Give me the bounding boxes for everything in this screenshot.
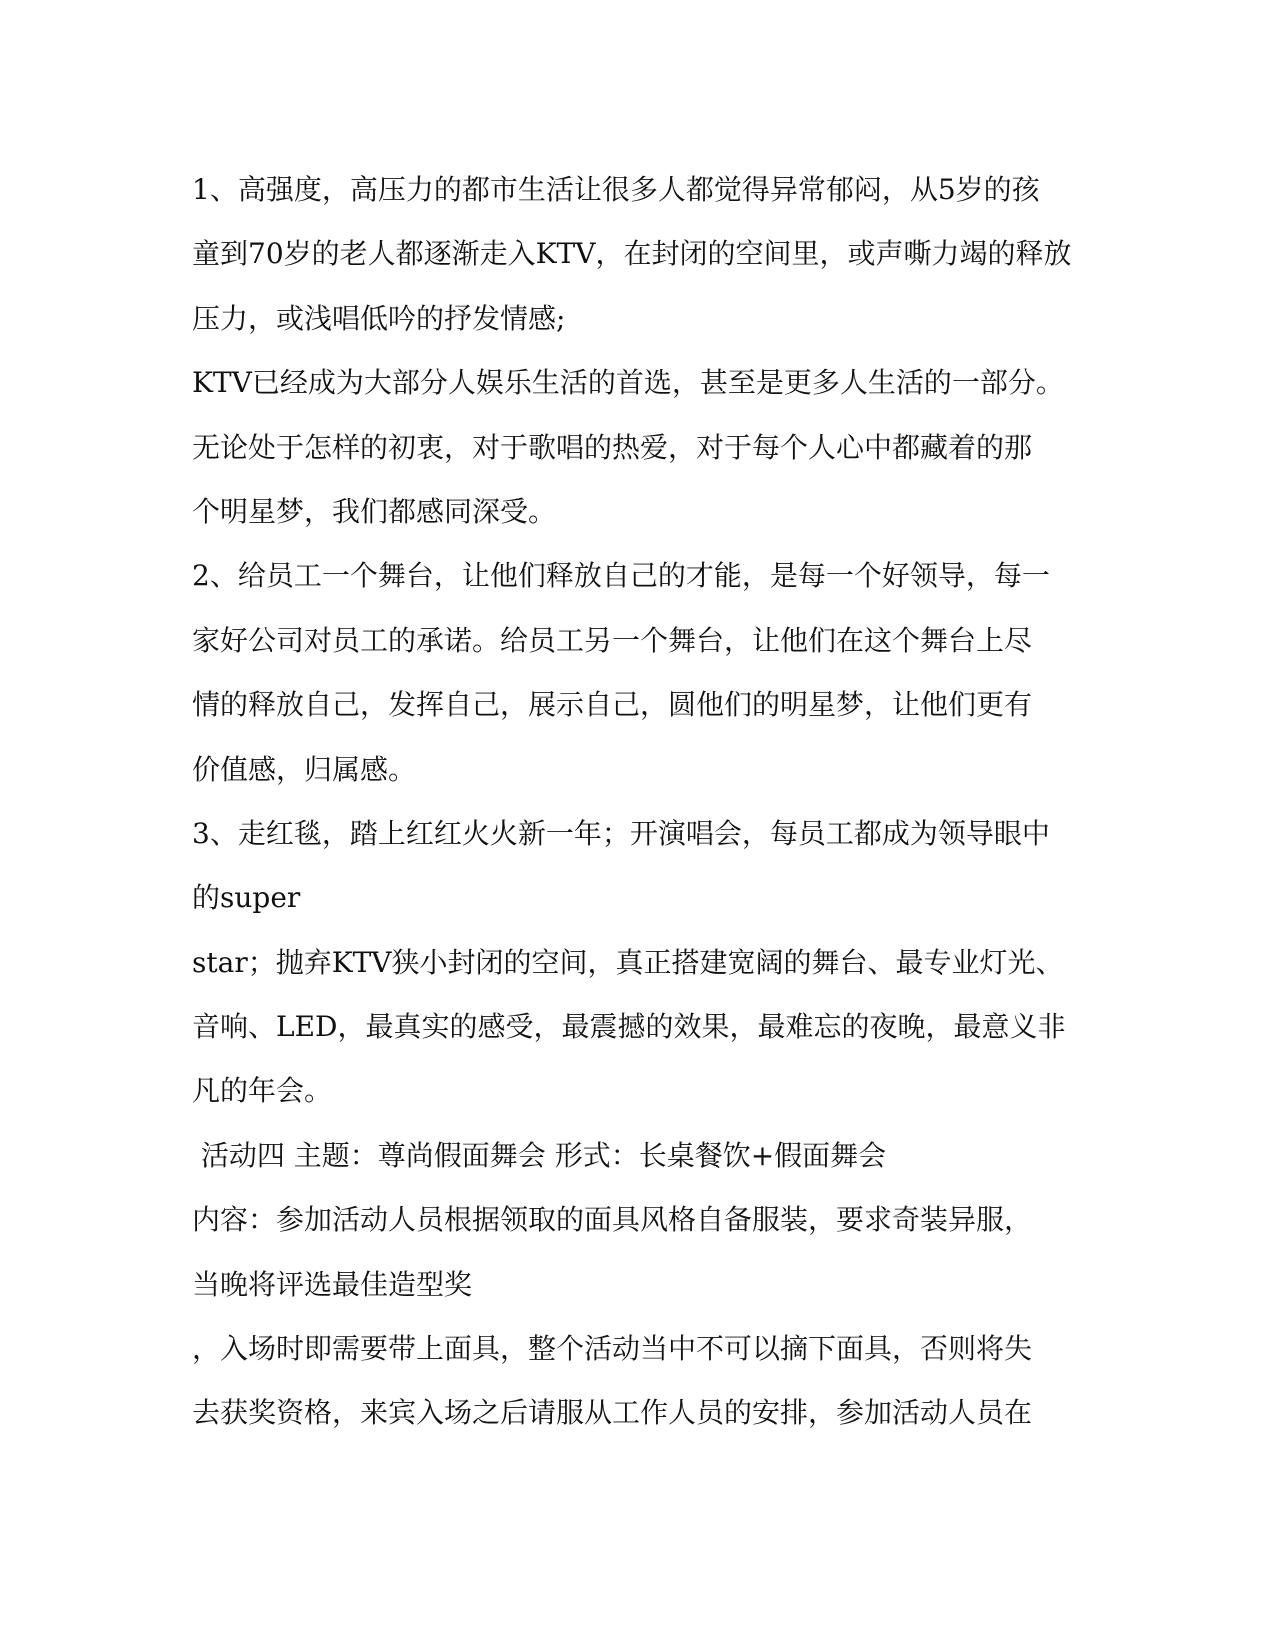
text-line: KTV已经成为大部分人娱乐生活的首选，甚至是更多人生活的一部分。 [192,366,1064,400]
text-line: 的super [192,881,301,915]
text-line: 去获奖资格，来宾入场之后请服从工作人员的安排，参加活动人员在 [192,1396,1033,1430]
text-line: 情的释放自己，发挥自己，展示自己，圆他们的明星梦，让他们更有 [192,688,1033,722]
text-line: ，入场时即需要带上面具，整个活动当中不可以摘下面具，否则将失 [192,1332,1033,1366]
text-line: star；抛弃KTV狭小封闭的空间，真正搭建宽阔的舞台、最专业灯光、 [192,945,1064,979]
document-body [192,158,1092,1446]
text-line: 压力，或浅唱低吟的抒发情感; [192,301,566,335]
text-line: 无论处于怎样的初衷，对于歌唱的热爱，对于每个人心中都藏着的那 [192,430,1033,464]
text-line: 3、走红毯，踏上红红火火新一年；开演唱会，每员工都成为领导眼中 [192,816,1050,850]
text-line: 2、给员工一个舞台，让他们释放自己的才能，是每一个好领导，每一 [192,559,1050,593]
text-line: 内容：参加活动人员根据领取的面具风格自备服装，要求奇装异服， [192,1203,1033,1237]
text-line: 价值感，归属感。 [192,752,417,786]
text-line: 活动四 主题：尊尚假面舞会 形式：长桌餐饮+假面舞会 [192,1138,887,1172]
text-line: 童到70岁的老人都逐渐走入KTV，在封闭的空间里，或声嘶力竭的释放 [192,237,1072,271]
text-line: 当晚将评选最佳造型奖 [192,1267,473,1301]
text-line: 家好公司对员工的承诺。给员工另一个舞台，让他们在这个舞台上尽 [192,623,1033,657]
text-line: 个明星梦，我们都感同深受。 [192,494,557,528]
text-line: 1、高强度，高压力的都市生活让很多人都觉得异常郁闷，从5岁的孩 [192,173,1040,206]
text-line: 音响、LED，最真实的感受，最震撼的效果，最难忘的夜晚，最意义非 [192,1010,1066,1044]
text-line: 凡的年会。 [192,1074,333,1108]
